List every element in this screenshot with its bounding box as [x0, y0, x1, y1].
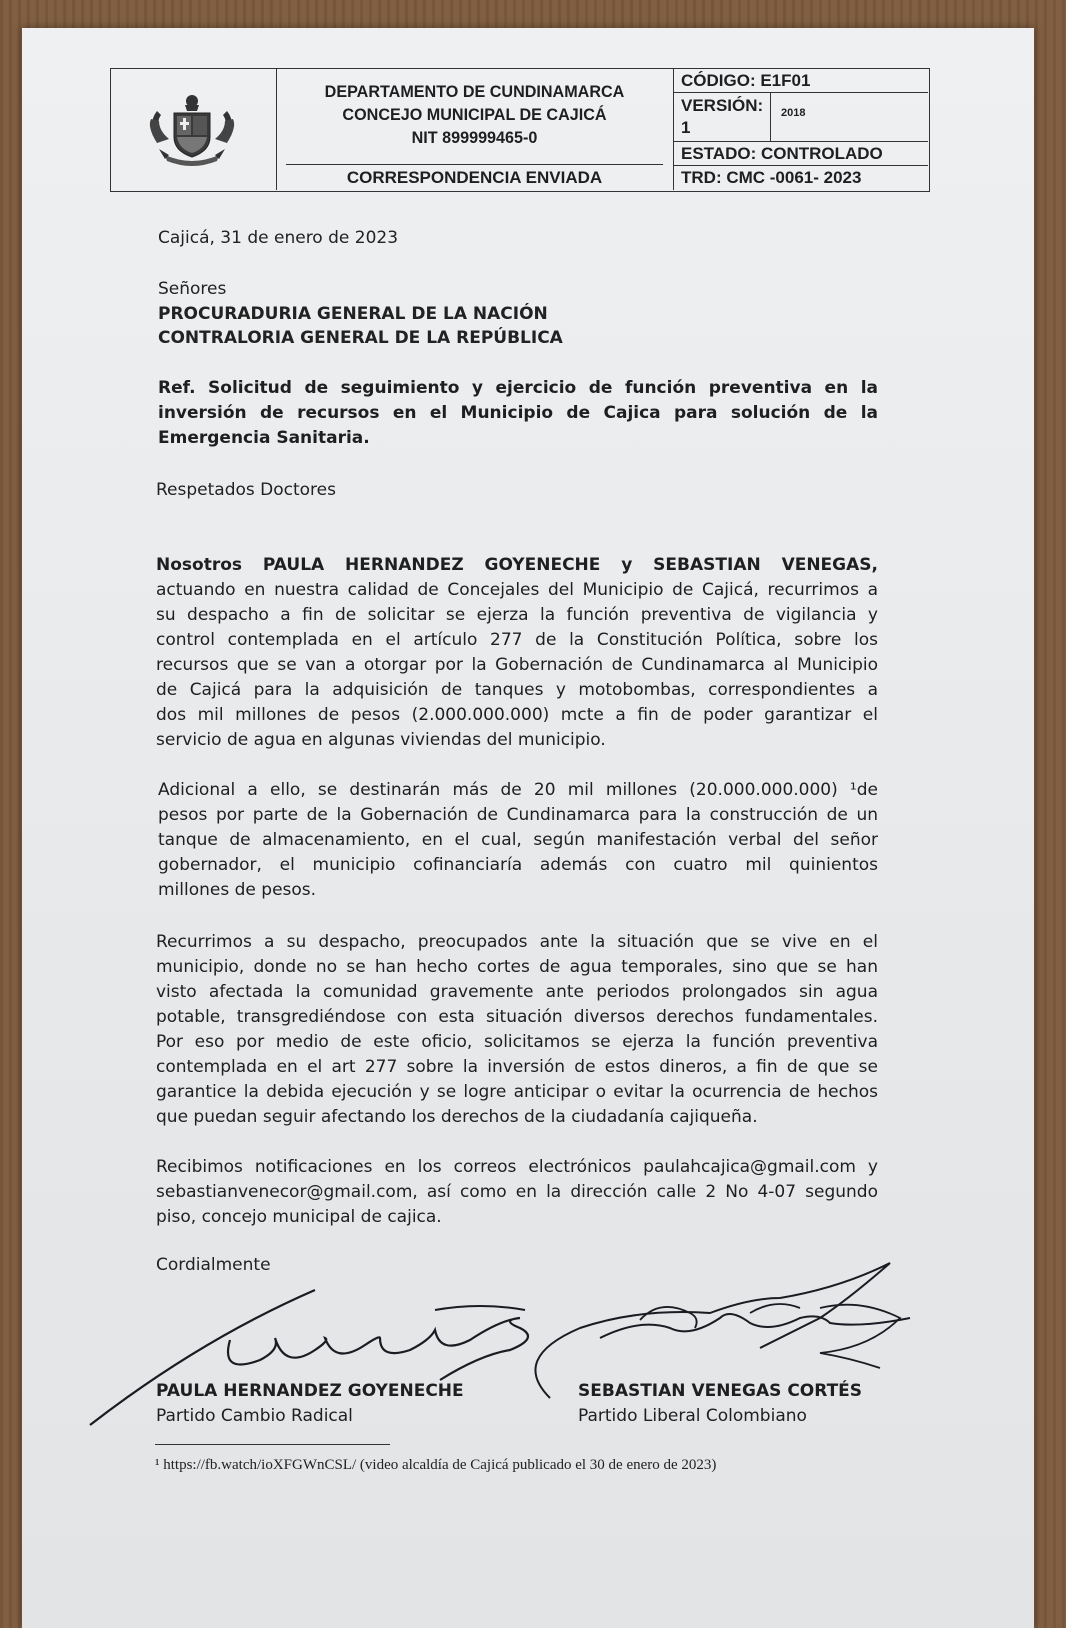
- signer1-name: PAULA HERNANDEZ GOYENECHE: [156, 1381, 464, 1401]
- version-label: VERSIÓN:: [681, 96, 764, 115]
- paragraph-line: gobernador, el municipio cofinanciaría además con cuatro mil quinientos: [158, 855, 878, 875]
- greeting: Respetados Doctores: [156, 480, 336, 500]
- paragraph-line: Recurrimos a su despacho, preocupados ante la situación que se vive en el: [156, 932, 878, 952]
- salutation-to: Señores: [158, 279, 227, 299]
- version-year: 2018: [781, 107, 806, 119]
- correspondence-type: CORRESPONDENCIA ENVIADA: [346, 168, 603, 187]
- footnote-divider: [155, 1444, 390, 1445]
- paragraph-4: [156, 1155, 878, 1230]
- paragraph-line: sebastianvenecor@gmail.com, así como en la dirección calle 2 No 4-07 segundo: [156, 1182, 878, 1202]
- paragraph-line: su despacho a fin de solicitar se ejerza la función preventiva de vigilancia y: [156, 605, 878, 625]
- closing: Cordialmente: [156, 1255, 271, 1275]
- version-cell: [673, 93, 771, 141]
- paragraph-line: garantice la debida ejecución y se logre anticipar o evitar la ocurrencia de hechos: [156, 1082, 878, 1102]
- reference-line: Ref. Solicitud de seguimiento y ejercicio de función preventiva en la: [158, 378, 878, 398]
- paragraph-line: potable, transgrediéndose con esta situación diversos derechos fundamentales.: [156, 1007, 878, 1027]
- paragraph-line: visto afectada la comunidad gravemente ante periodos prolongados sin agua: [156, 982, 878, 1002]
- reference-subject: [158, 376, 878, 451]
- document-header-table: [110, 68, 930, 192]
- coat-of-arms-icon: [147, 91, 237, 171]
- document-code: CÓDIGO: E1F01: [673, 69, 928, 93]
- version-number: 1: [681, 118, 691, 137]
- paragraph-line: Por eso por medio de este oficio, solicitamos se ejerza la función preventiva: [156, 1032, 878, 1052]
- trd-code: TRD: CMC -0061- 2023: [681, 168, 862, 187]
- reference-line: Emergencia Sanitaria.: [158, 428, 370, 448]
- recipient-contraloria: CONTRALORIA GENERAL DE LA REPÚBLICA: [158, 328, 563, 348]
- nit-number: NIT 899999465-0: [411, 128, 538, 147]
- paragraph-line: municipio, donde no se han hecho cortes de agua temporales, sino que se han: [156, 957, 878, 977]
- footnote: ¹ https://fb.watch/ioXFGWnCSL/ (video alcaldía de Cajicá publicado el 30 de enero de 2023): [155, 1457, 717, 1473]
- signer2-name: SEBASTIAN VENEGAS CORTÉS: [578, 1381, 863, 1401]
- signer1-party: Partido Cambio Radical: [156, 1406, 353, 1426]
- paragraph-line: servicio de agua en algunas viviendas del municipio.: [156, 730, 606, 750]
- paragraph-line: pesos por parte de la Gobernación de Cundinamarca para la construcción de un: [158, 805, 878, 825]
- paragraph-line: recursos que se van a otorgar por la Gobernación de Cundinamarca al Municipio: [156, 655, 878, 675]
- signer2-party: Partido Liberal Colombiano: [578, 1406, 807, 1426]
- coat-of-arms-cell: [111, 69, 277, 190]
- paragraph-line: Adicional a ello, se destinarán más de 20 mil millones (20.000.000.000) ¹de: [158, 780, 878, 800]
- paragraph-2: [158, 778, 878, 903]
- header-title-block: [286, 69, 663, 165]
- letter-date: Cajicá, 31 de enero de 2023: [158, 228, 399, 248]
- paragraph-line: millones de pesos.: [158, 880, 317, 900]
- paragraph-line: tanque de almacenamiento, en el cual, según manifestación verbal del señor: [158, 830, 878, 850]
- paragraph-line: contemplada en el art 277 sobre la inversión de estos dineros, a fin de que se: [156, 1057, 878, 1077]
- document-status: ESTADO: CONTROLADO: [673, 141, 928, 166]
- paragraph-line: Recibimos notificaciones en los correos electrónicos paulahcajica@gmail.com y: [156, 1157, 878, 1177]
- paragraph-line: de Cajicá para la adquisición de tanques y motobombas, correspondientes a: [156, 680, 878, 700]
- paragraph-line: Nosotros PAULA HERNANDEZ GOYENECHE y SEBASTIAN VENEGAS,: [156, 555, 878, 575]
- paragraph-line: dos mil millones de pesos (2.000.000.000) mcte a fin de poder garantizar el: [156, 705, 878, 725]
- paragraph-line: piso, concejo municipal de cajica.: [156, 1207, 442, 1227]
- paragraph-line: control contemplada en el artículo 277 de la Constitución Política, sobre los: [156, 630, 878, 650]
- paragraph-1: [156, 553, 878, 753]
- recipient-procuraduria: PROCURADURIA GENERAL DE LA NACIÓN: [158, 304, 548, 324]
- department-name: DEPARTAMENTO DE CUNDINAMARCA: [324, 82, 625, 101]
- paragraph-3: [156, 930, 878, 1130]
- paragraph-line: actuando en nuestra calidad de Concejales del Municipio de Cajicá, recurrimos a: [156, 580, 878, 600]
- paragraph-line: que puedan seguir afectando los derechos de la ciudadanía cajiqueña.: [156, 1107, 758, 1127]
- reference-line: inversión de recursos en el Municipio de Cajica para solución de la: [158, 403, 878, 423]
- header-codes: [673, 69, 928, 190]
- council-name: CONCEJO MUNICIPAL DE CAJICÁ: [342, 105, 607, 124]
